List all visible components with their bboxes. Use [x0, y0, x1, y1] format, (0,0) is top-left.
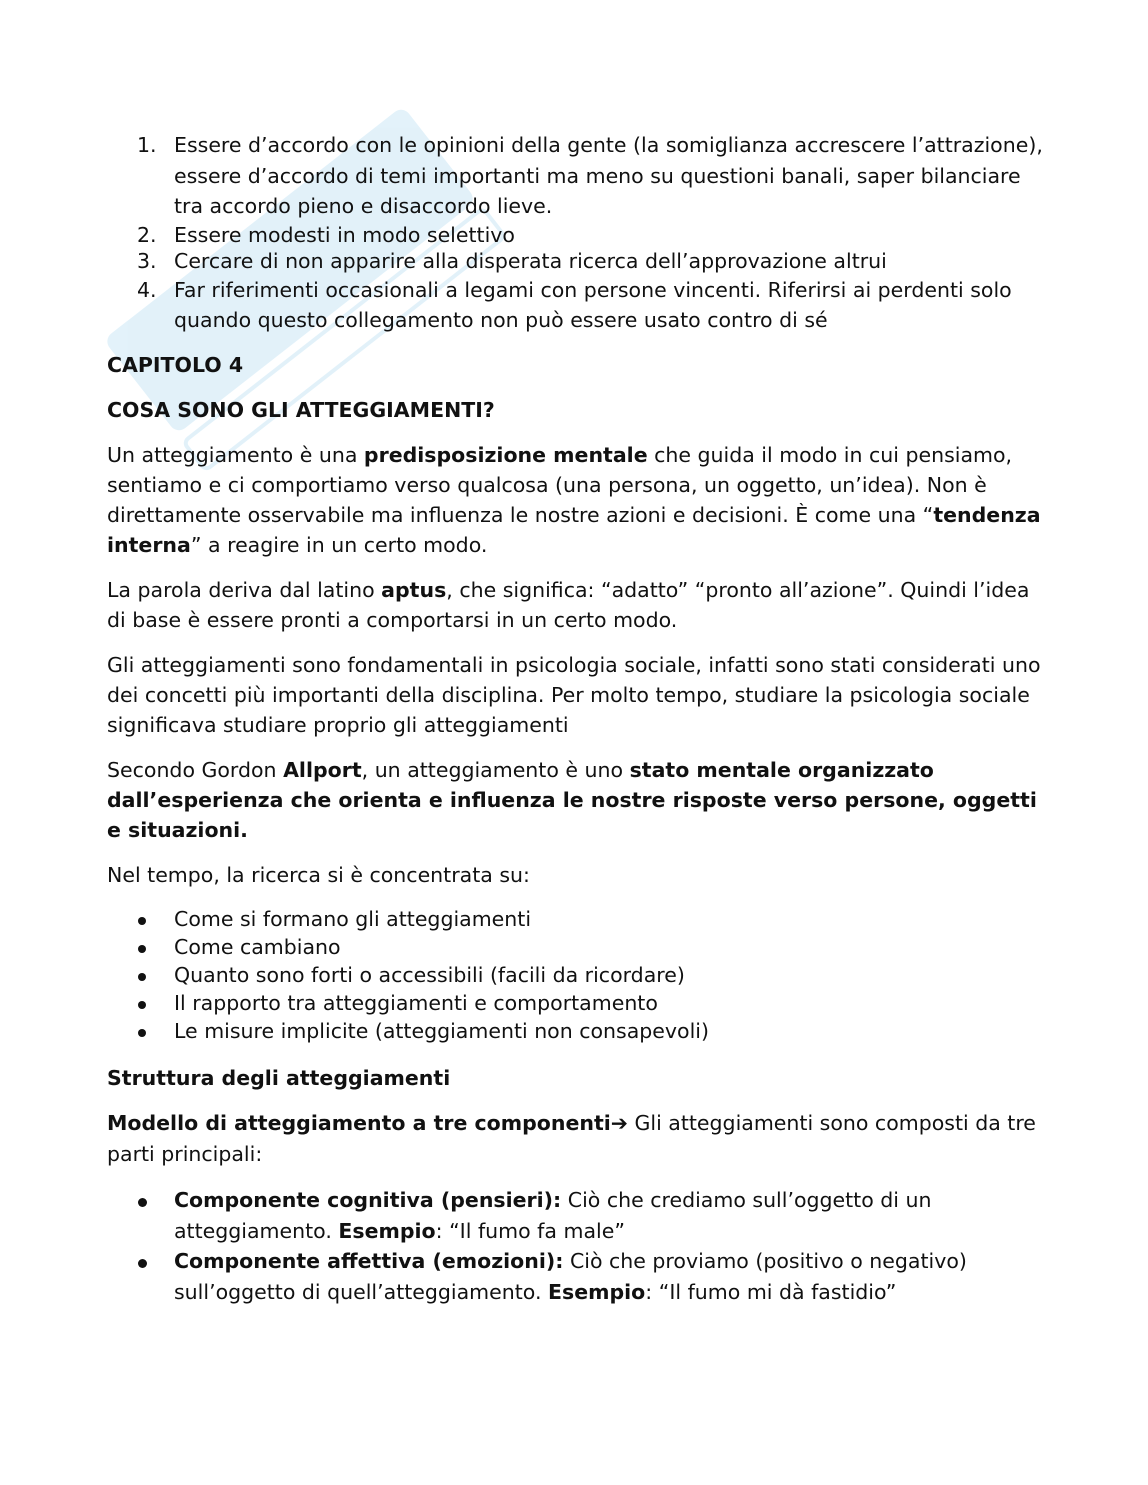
- bullet-icon: [138, 945, 146, 953]
- numbered-list: [107, 130, 1047, 335]
- list-item: Componente affettiva (emozioni): Ciò che proviamo (positivo o negativo) sull’oggetto di quell’atteggiamento. Esempio: “Il fumo mi dà fastidio”: [107, 1246, 1047, 1308]
- list-item: Le misure implicite (atteggiamenti non consapevoli): [107, 1017, 1047, 1045]
- paragraph-importance: Gli atteggiamenti sono fondamentali in psicologia sociale, infatti sono stati considerati uno dei concetti più importanti della disciplina. Per molto tempo, studiare la psicologia sociale significava studiare proprio gli atteggiamenti: [107, 652, 1041, 737]
- bullet-icon: [138, 1029, 146, 1037]
- list-item: Il rapporto tra atteggiamenti e comportamento: [107, 989, 1047, 1017]
- list-item: 2. Essere modesti in modo selettivo: [137, 222, 515, 247]
- list-item: 3. Cercare di non apparire alla disperata ricerca dell’approvazione altrui: [137, 249, 887, 273]
- paragraph-definition: Un atteggiamento è una predisposizione mentale che guida il modo in cui pensiamo, sentiamo e ci comportiamo verso qualcosa (una persona, un oggetto, un’idea). Non è direttamente osservabile ma influenza le nostre azioni e decisioni. È come una “tendenza interna” a reagire in un certo modo.: [107, 442, 1041, 557]
- list-item: Componente cognitiva (pensieri): Ciò che crediamo sull’oggetto di un atteggiamento. Esempio: “Il fumo fa male”: [107, 1185, 1047, 1247]
- bullet-icon: [138, 1198, 147, 1207]
- bullet-icon: [138, 917, 146, 925]
- paragraph-model: Modello di atteggiamento a tre componenti➔ Gli atteggiamenti sono composti da tre parti principali:: [107, 1110, 1036, 1166]
- research-bullet-list: [107, 905, 1047, 1045]
- bullet-icon: [138, 973, 146, 981]
- section-title: COSA SONO GLI ATTEGGIAMENTI?: [107, 397, 495, 422]
- list-item: Come si formano gli atteggiamenti: [107, 905, 1047, 933]
- list-item: 1. Essere d’accordo con le opinioni della gente (la somiglianza accrescere l’attrazione), essere d’accordo di temi importanti ma meno su questioni banali, saper bilanciare tra accordo pieno e disaccordo lieve.: [137, 133, 1043, 218]
- chapter-heading: CAPITOLO 4: [107, 352, 244, 377]
- document-page: [107, 130, 1047, 1307]
- paragraph-research-intro: Nel tempo, la ricerca si è concentrata su:: [107, 862, 530, 887]
- bullet-icon: [138, 1259, 147, 1268]
- arrow-icon: ➔: [610, 1110, 628, 1135]
- subheading: Struttura degli atteggiamenti: [107, 1065, 451, 1090]
- bullet-icon: [138, 1001, 146, 1009]
- list-item: 4. Far riferimenti occasionali a legami con persone vincenti. Riferirsi ai perdenti solo quando questo collegamento non può essere usato contro di sé: [137, 277, 1012, 332]
- list-item: Come cambiano: [107, 933, 1047, 961]
- components-bullet-list: [107, 1185, 1047, 1308]
- paragraph-etymology: La parola deriva dal latino aptus, che significa: “adatto” “pronto all’azione”. Quindi l’idea di base è essere pronti a comportarsi in un certo modo.: [107, 577, 1030, 632]
- list-item: Quanto sono forti o accessibili (facili da ricordare): [107, 961, 1047, 989]
- paragraph-allport: Secondo Gordon Allport, un atteggiamento è uno stato mentale organizzato dall’esperienza che orienta e influenza le nostre risposte verso persone, oggetti e situazioni.: [107, 757, 1037, 842]
